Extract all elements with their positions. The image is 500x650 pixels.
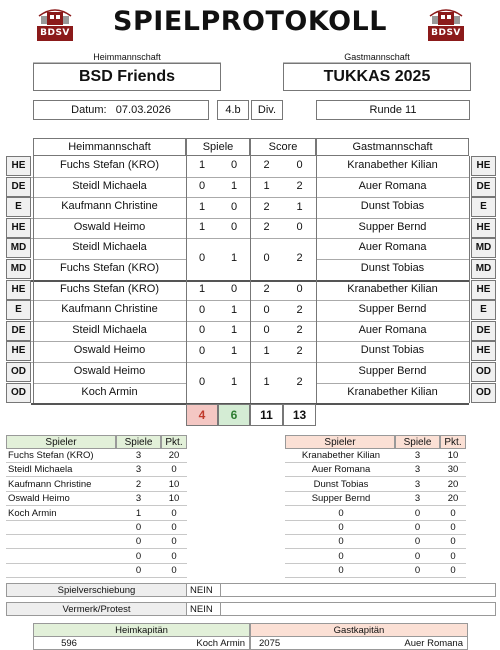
guest-score: 2 (296, 303, 303, 316)
guest-score: 2 (296, 324, 303, 337)
guest-score: 2 (296, 375, 303, 388)
match-type-home: HE (6, 156, 31, 176)
player-col-header: Spieler (6, 435, 116, 449)
match-type-home: DE (6, 177, 31, 197)
player-games: 3 (116, 463, 161, 477)
player-row (6, 550, 187, 564)
guest-games-won: 0 (230, 282, 238, 295)
home-player-name: Kaufmann Christine (61, 303, 158, 316)
postponement-label: Spielverschiebung (7, 584, 187, 596)
logo-text: BDSV (37, 26, 73, 41)
postponement-row (6, 583, 496, 597)
player-games: 0 (116, 535, 161, 549)
guest-score: 0 (296, 159, 303, 172)
player-games: 3 (395, 463, 440, 477)
guest-player-name: Dunst Tobias (360, 262, 425, 274)
col-header-home: Heimmannschaft (33, 138, 186, 156)
player-name (6, 521, 116, 535)
guest-player-name: Dunst Tobias (360, 344, 425, 357)
home-player-name: Fuchs Stefan (KRO) (59, 159, 160, 171)
guest-games-won: 1 (230, 179, 238, 192)
date-value: 07.03.2026 (115, 104, 171, 116)
player-row (6, 564, 187, 578)
player-row (285, 550, 466, 564)
home-score: 2 (263, 200, 270, 213)
player-points: 20 (440, 478, 466, 492)
player-games: 0 (395, 550, 440, 564)
guest-games-won: 0 (230, 200, 238, 213)
col-header-guest: Gastmannschaft (316, 138, 469, 156)
player-games: 3 (395, 478, 440, 492)
match-type-home: OD (6, 362, 31, 382)
home-player-name: Fuchs Stefan (KRO) (59, 262, 160, 274)
player-games: 1 (116, 507, 161, 521)
page-title: SPIELPROTOKOLL (113, 6, 387, 37)
guest-score: 2 (296, 179, 303, 192)
player-points: 10 (161, 492, 187, 506)
guest-games-won: 0 (230, 159, 238, 172)
player-points: 0 (440, 507, 466, 521)
match-type-guest: DE (471, 321, 496, 341)
player-name: Fuchs Stefan (KRO) (6, 449, 116, 463)
guest-score: 1 (296, 200, 303, 213)
player-points: 10 (440, 449, 466, 463)
home-games-total: 4 (186, 404, 218, 426)
guest-player-name: Auer Romana (358, 179, 427, 192)
guest-player-name: Supper Bernd (358, 303, 427, 316)
player-row (285, 521, 466, 535)
home-score: 1 (263, 179, 270, 192)
home-games-won: 0 (198, 179, 206, 192)
games-col-header: Spiele (395, 435, 440, 449)
player-row (285, 478, 466, 492)
home-captain-row (33, 636, 250, 650)
home-player-name: Oswald Heimo (73, 344, 146, 357)
match-type-guest: HE (471, 341, 496, 361)
player-points: 0 (440, 564, 466, 578)
col-header-games: Spiele (186, 138, 250, 156)
guest-player-name: Kranabether Kilian (347, 282, 438, 295)
player-name: 0 (285, 507, 395, 521)
player-row (6, 492, 187, 506)
player-name: 0 (285, 564, 395, 578)
player-games: 3 (116, 492, 161, 506)
guest-player-name: Supper Bernd (358, 365, 427, 377)
guest-captain-id: 2075 (259, 638, 281, 649)
match-type-home: DE (6, 321, 31, 341)
column-line (469, 156, 470, 403)
guest-score: 0 (296, 221, 303, 234)
player-points: 0 (161, 564, 187, 578)
home-player-name: Oswald Heimo (73, 365, 146, 377)
guest-games-won: 1 (230, 252, 238, 264)
home-games-won: 1 (198, 282, 206, 295)
player-row (285, 463, 466, 477)
player-points: 30 (440, 463, 466, 477)
home-score-total: 11 (250, 404, 283, 426)
guest-games-won: 1 (230, 375, 238, 388)
guest-player-name: Kranabether Kilian (347, 385, 438, 398)
player-games: 0 (116, 521, 161, 535)
player-games: 3 (116, 449, 161, 463)
player-row (6, 535, 187, 549)
home-score: 1 (263, 344, 270, 357)
home-player-name: Steidl Michaela (72, 179, 147, 192)
home-player-name: Kaufmann Christine (61, 200, 158, 213)
match-type-home: HE (6, 341, 31, 361)
games-col-header: Spiele (116, 435, 161, 449)
home-score: 1 (263, 375, 270, 388)
home-games-won: 0 (198, 303, 206, 316)
match-type-guest: MD (471, 259, 496, 279)
guest-team-name: TUKKAS 2025 (283, 63, 471, 91)
player-games: 3 (395, 449, 440, 463)
match-type-home: HE (6, 280, 31, 300)
player-points: 0 (440, 535, 466, 549)
match-type-guest: OD (471, 383, 496, 403)
player-games: 0 (116, 564, 161, 578)
logo-text: BDSV (428, 26, 464, 41)
player-points: 0 (440, 521, 466, 535)
guest-team-label: Gastmannschaft (283, 52, 471, 63)
home-games-won: 1 (198, 159, 206, 172)
player-name: Koch Armin (6, 507, 116, 521)
points-col-header: Pkt. (161, 435, 187, 449)
home-score: 2 (263, 159, 270, 172)
player-name: Supper Bernd (285, 492, 395, 506)
match-type-guest: MD (471, 238, 496, 258)
col-header-score: Score (250, 138, 316, 156)
protest-row (6, 602, 496, 616)
player-points: 0 (161, 535, 187, 549)
player-row (285, 507, 466, 521)
home-games-won: 1 (198, 200, 206, 213)
guest-player-name: Auer Romana (358, 323, 427, 336)
player-row (285, 449, 466, 463)
player-name: Kaufmann Christine (6, 478, 116, 492)
match-type-guest: HE (471, 218, 496, 238)
player-name: Kranabether Kilian (285, 449, 395, 463)
guest-games-won: 1 (230, 324, 238, 337)
player-row (6, 463, 187, 477)
home-player-name: Steidl Michaela (72, 323, 147, 336)
player-row (6, 521, 187, 535)
player-games: 0 (395, 535, 440, 549)
player-name: Dunst Tobias (285, 478, 395, 492)
postponement-value: NEIN (190, 585, 213, 596)
player-name (6, 550, 116, 564)
points-col-header: Pkt. (440, 435, 466, 449)
guest-score: 0 (296, 282, 303, 295)
player-name (6, 564, 116, 578)
match-type-guest: E (471, 197, 496, 217)
home-player-name: Koch Armin (81, 385, 138, 398)
home-games-won: 0 (198, 324, 206, 337)
player-row (285, 535, 466, 549)
home-games-won: 0 (198, 375, 206, 388)
date-box (33, 100, 209, 120)
row-divider (316, 259, 469, 260)
player-games: 2 (116, 478, 161, 492)
home-captain-label: Heimkapitän (33, 623, 250, 637)
column-line (33, 156, 34, 403)
home-player-name: Oswald Heimo (73, 220, 146, 233)
player-games: 0 (116, 550, 161, 564)
row-divider (33, 259, 186, 260)
player-points: 0 (161, 463, 187, 477)
player-name: Oswald Heimo (6, 492, 116, 506)
home-team-label: Heimmannschaft (33, 52, 221, 63)
guest-games-won: 1 (230, 344, 238, 357)
match-type-guest: HE (471, 280, 496, 300)
home-games-won: 0 (198, 252, 206, 264)
guest-score: 2 (296, 344, 303, 357)
player-row (6, 478, 187, 492)
player-row (6, 449, 187, 463)
guest-captain-name: Auer Romana (404, 638, 463, 649)
home-score: 2 (263, 282, 270, 295)
player-col-header: Spieler (285, 435, 395, 449)
match-type-home: MD (6, 259, 31, 279)
home-score: 0 (263, 252, 270, 264)
home-captain-name: Koch Armin (196, 638, 245, 649)
home-player-name: Steidl Michaela (72, 241, 147, 254)
division-label: Div. (251, 100, 283, 120)
guest-player-name: Auer Romana (358, 241, 427, 254)
home-team-name: BSD Friends (33, 63, 221, 91)
guest-games-won: 1 (230, 303, 238, 316)
column-line (250, 156, 251, 403)
player-points: 20 (161, 449, 187, 463)
guest-score: 2 (296, 252, 303, 264)
player-name (6, 535, 116, 549)
player-row (285, 564, 466, 578)
player-name: 0 (285, 521, 395, 535)
match-type-home: HE (6, 218, 31, 238)
round-value: Runde 11 (316, 100, 470, 120)
match-type-home: E (6, 300, 31, 320)
home-score: 2 (263, 221, 270, 234)
player-games: 3 (395, 492, 440, 506)
player-points: 10 (161, 478, 187, 492)
home-score: 0 (263, 303, 270, 316)
guest-player-name: Supper Bernd (358, 220, 427, 233)
guest-player-name: Dunst Tobias (360, 200, 425, 213)
player-name: 0 (285, 535, 395, 549)
row-divider (33, 383, 186, 384)
home-games-won: 1 (198, 221, 206, 234)
guest-score-total: 13 (283, 404, 316, 426)
player-games: 0 (395, 507, 440, 521)
player-points: 0 (161, 507, 187, 521)
match-type-guest: E (471, 300, 496, 320)
date-label: Datum: (71, 104, 107, 116)
player-name: Auer Romana (285, 463, 395, 477)
protest-label: Vermerk/Protest (7, 603, 187, 615)
row-divider (316, 383, 469, 384)
protest-value: NEIN (190, 604, 213, 615)
match-type-guest: OD (471, 362, 496, 382)
player-row (285, 492, 466, 506)
home-games-won: 0 (198, 344, 206, 357)
column-line (316, 156, 317, 403)
guest-games-won: 0 (230, 221, 238, 234)
home-player-name: Fuchs Stefan (KRO) (59, 282, 160, 295)
match-type-guest: DE (471, 177, 496, 197)
player-games: 0 (395, 521, 440, 535)
guest-player-name: Kranabether Kilian (347, 159, 438, 171)
guest-games-total: 6 (218, 404, 250, 426)
home-score: 0 (263, 324, 270, 337)
guest-captain-label: Gastkapitän (250, 623, 468, 637)
match-type-home: MD (6, 238, 31, 258)
column-line (186, 156, 187, 403)
home-captain-id: 596 (61, 638, 77, 649)
player-points: 0 (161, 550, 187, 564)
match-type-guest: HE (471, 156, 496, 176)
player-points: 0 (440, 550, 466, 564)
match-type-home: E (6, 197, 31, 217)
match-type-home: OD (6, 383, 31, 403)
player-points: 0 (161, 521, 187, 535)
division-value: 4.b (217, 100, 249, 120)
player-name: 0 (285, 550, 395, 564)
player-games: 0 (395, 564, 440, 578)
guest-captain-row (250, 636, 468, 650)
player-name: Steidl Michaela (6, 463, 116, 477)
player-row (6, 507, 187, 521)
player-points: 20 (440, 492, 466, 506)
